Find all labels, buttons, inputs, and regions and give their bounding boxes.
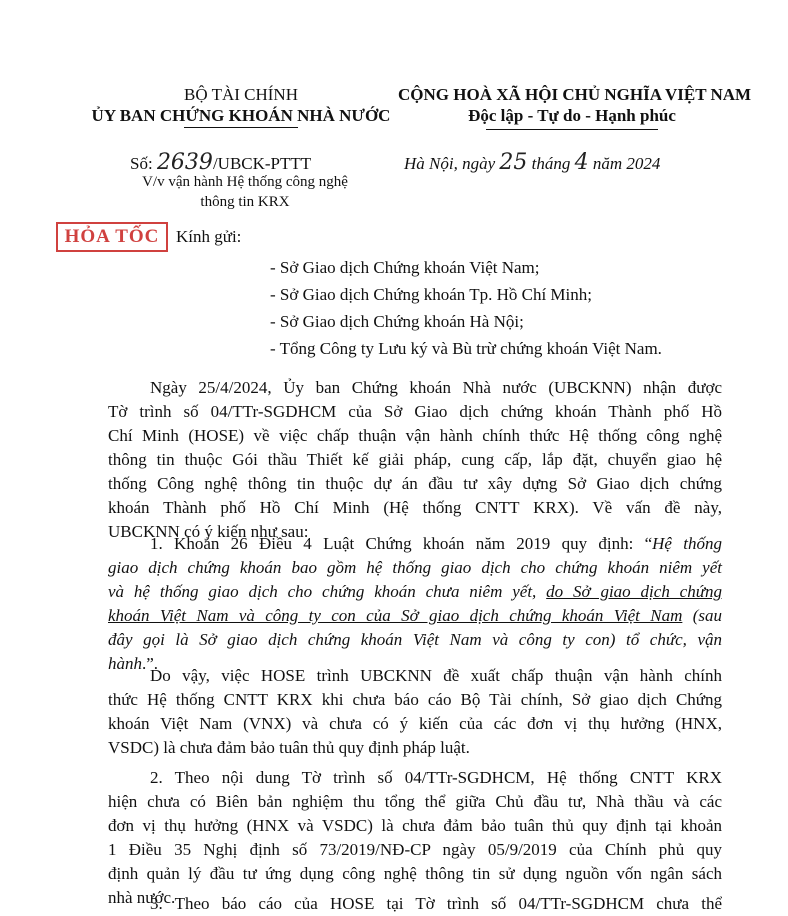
body-line: đơn vị thụ hưởng (HNX và VSDC) là chưa đảm bảo tuân thủ quy định tại khoản (108, 816, 722, 835)
body-paragraph-3 (108, 664, 722, 760)
body-paragraph-4 (108, 766, 722, 910)
body-line: đây gọi là Sở giao dịch chứng khoán Việt Nam và công ty con) tổ chức, vận (108, 630, 722, 649)
body-line: thống Công nghệ thông tin thuộc dự án đầu tư xây dựng Sở Giao dịch chứng (108, 474, 722, 493)
recipient-item: - Sở Giao dịch Chứng khoán Việt Nam; (270, 258, 540, 277)
ministry-name: BỘ TÀI CHÍNH (184, 85, 298, 104)
recipient-item: - Sở Giao dịch Chứng khoán Hà Nội; (270, 312, 524, 331)
body-line (108, 580, 722, 604)
body-line: khoán Thành phố Hồ Chí Minh (Hệ thống CNTT KRX). Về vấn đề này, (108, 498, 722, 517)
commission-name: ỦY BAN CHỨNG KHOÁN NHÀ NƯỚC (91, 106, 391, 125)
quote-close: .”. (142, 654, 159, 673)
body-line: Tờ trình số 04/TTr-SGDHCM của Sở Giao dịch chứng khoán Thành phố Hồ (108, 402, 722, 421)
quote-text: (sau (682, 606, 722, 625)
national-motto: Độc lập - Tự do - Hạnh phúc (468, 106, 676, 125)
place-date (404, 150, 660, 175)
body-line: 3. Theo báo cáo của HOSE tại Tờ trình số 04/TTr-SGDHCM chưa thể (150, 894, 722, 913)
body-line: khoán Việt Nam (VNX) và chưa có ý kiến của các đơn vị thụ hưởng (HNX, (108, 714, 722, 733)
body-line (108, 532, 722, 556)
body-line: VSDC) là chưa đảm bảo tuân thủ quy định pháp luật. (108, 738, 470, 757)
subject-line-1: V/v vận hành Hệ thống công nghệ (142, 174, 348, 190)
body-line: 2. Theo nội dung Tờ trình số 04/TTr-SGDHCM, Hệ thống CNTT KRX (150, 768, 722, 787)
issuer-underline (184, 127, 298, 128)
body-line: Do vậy, việc HOSE trình UBCKNN đề xuất chấp thuận vận hành chính (150, 666, 722, 685)
doc-number-prefix: Số: (130, 154, 157, 173)
quote-underlined: do Sở giao dịch chứng (546, 582, 722, 601)
date-day-handwritten: 25 (499, 150, 528, 175)
body-paragraph-2 (108, 532, 722, 676)
body-line: giao dịch chứng khoán bao gồm hệ thống giao dịch cho chứng khoán niêm yết (108, 558, 722, 577)
urgent-stamp: HỎA TỐC (56, 222, 168, 252)
quote-text: và hệ thống giao dịch cho chứng khoán chưa niêm yết, (108, 582, 547, 601)
recipient-list (270, 254, 662, 362)
body-line: thông tin thuộc Gói thầu Thiết kế giải pháp, cung cấp, lắp đặt, chuyển giao hệ (108, 450, 722, 469)
greeting: Kính gửi: (176, 227, 242, 246)
body-line: thức Hệ thống CNTT KRX khi chưa báo cáo Bộ Tài chính, Sở giao dịch Chứng (108, 690, 722, 709)
body-line: định quản lý đầu tư ứng dụng công nghệ thông tin sử dụng nguồn vốn ngân sách (108, 864, 722, 883)
body-line: Chí Minh (HOSE) về việc chấp thuận vận hành chính thức Hệ thống công nghệ (108, 426, 722, 445)
subject-line-2: thông tin KRX (200, 194, 290, 210)
body-line: 1 Điều 35 Nghị định số 73/2019/NĐ-CP ngày 05/9/2019 của Chính phủ quy (108, 840, 722, 859)
quote-intro: 1. Khoản 26 Điều 4 Luật Chứng khoán năm 2019 quy định: “ (150, 534, 653, 553)
motto-underline (486, 129, 658, 130)
body-paragraph-1 (108, 376, 722, 544)
national-header (398, 84, 752, 130)
quote-underlined: khoán Việt Nam và công ty con của Sở giao dịch chứng khoán Việt Nam (108, 606, 683, 625)
body-line: Ngày 25/4/2024, Ủy ban Chứng khoán Nhà nước (UBCKNN) nhận được (150, 378, 722, 397)
recipient-item: - Sở Giao dịch Chứng khoán Tp. Hồ Chí Minh; (270, 285, 592, 304)
subject-line (80, 172, 410, 212)
year-label: năm 2024 (588, 154, 661, 173)
body-line (108, 604, 722, 628)
issuer-header (76, 84, 406, 128)
quote-text: Hệ thống (652, 534, 722, 553)
place-prefix: Hà Nội, ngày (404, 154, 500, 173)
month-label: tháng (527, 154, 575, 173)
nation-title: CỘNG HOÀ XÃ HỘI CHỦ NGHĨA VIỆT NAM (398, 85, 752, 104)
quote-text: hành (108, 654, 142, 673)
body-line: nhà nước. (108, 888, 176, 907)
doc-number-suffix: /UBCK-PTTT (212, 154, 312, 173)
doc-number-handwritten: 2639 (156, 150, 213, 175)
body-line: hiện chưa có Biên bản nghiệm thu tổng thể giữa Chủ đầu tư, Nhà thầu và các (108, 792, 722, 811)
body-paragraph-5 (108, 892, 722, 916)
date-month-handwritten: 4 (574, 150, 589, 175)
recipient-item: - Tổng Công ty Lưu ký và Bù trừ chứng khoán Việt Nam. (270, 339, 662, 358)
body-line: UBCKNN có ý kiến như sau: (108, 522, 309, 541)
